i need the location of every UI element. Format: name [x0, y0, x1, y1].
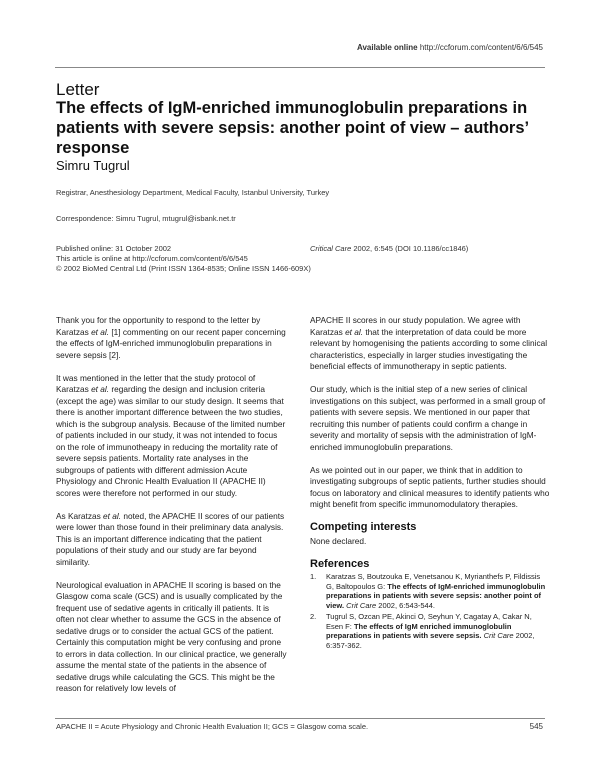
author-name: Simru Tugrul: [56, 158, 130, 173]
left-column: [56, 315, 288, 706]
right-column: [310, 315, 550, 652]
published-date: Published online: 31 October 2002: [56, 244, 172, 253]
correspondence: Correspondence: Simru Tugrul, mtugrul@isbank.net.tr: [56, 214, 236, 223]
references-heading: References: [310, 557, 370, 570]
availability-line: [357, 43, 543, 52]
paragraph: As we pointed out in our paper, we think that in addition to investigating subgroups of septic patients, further studies should focus on laboratory and clinical measures to identify patients who might benefit from specific immunomodulatory therapies.: [310, 464, 550, 509]
copyright: © 2002 BioMed Central Ltd (Print ISSN 1364-8535; Online ISSN 1466-609X): [56, 264, 311, 273]
citation-details: 2002, 6:545 (DOI 10.1186/cc1846): [353, 244, 469, 253]
article-online-url: This article is online at http://ccforum.com/content/6/6/545: [56, 254, 248, 263]
citation: [310, 244, 468, 254]
section-label: Letter: [56, 80, 100, 99]
abbreviations-footnote: APACHE II = Acute Physiology and Chronic Health Evaluation II; GCS = Glasgow coma scale.: [56, 722, 369, 731]
paragraph: Our study, which is the initial step of a new series of clinical investigations on this subject, was performed in a small group of patients with severe sepsis. We mentioned in our paper that recruiting this number of patients could confirm a change in severity and mortality of sepsis with the administration of IgM-enriched immunoglobulin preparations.: [310, 384, 546, 452]
citation-journal: Critical Care: [310, 244, 352, 253]
footer-divider: [55, 718, 545, 719]
affiliation: Registrar, Anesthesiology Department, Medical Faculty, Istanbul University, Turkey: [56, 188, 330, 197]
page-number: 545: [529, 722, 543, 731]
paragraph: Thank you for the opportunity to respond to the letter by Karatzas et al. [1] commenting on our recent paper concerning the effects of IgM-enriched immunoglobulin preparations in severe sepsis [2].: [56, 315, 286, 360]
paragraph: As Karatzas et al. noted, the APACHE II scores of our patients were lower than those found in their preliminary data analysis. This is an important difference indicating that the patient populations of their study and our study are far beyond similarity.: [56, 510, 285, 567]
competing-interests-heading: Competing interests: [310, 521, 417, 533]
paragraph: It was mentioned in the letter that the study protocol of Karatzas et al. regarding the design and inclusion criteria (except the age) was similar to our study design. It seems that there is another important difference between the two studies, which is the subgroup analysis. Because of the limited number of patients included in our study, it was not intended to focus on the role of immunotheapy in reducing the mortality rate of severe sepsis patients. Mortality rate analyses in the subgroups of patients with different admission Acute Physiology and Chronic Health Evaluation II (APACHE II) scores were therefore not performed in our study.: [56, 372, 286, 498]
competing-interests-text: None declared.: [310, 535, 367, 546]
paragraph: Neurological evaluation in APACHE II scoring is based on the Glasgow coma scale (GCS) and is usually complicated by the frequent use of sedative agents in critically ill patients. It is often not clear whether to assume the GCS in the absence of sedative drugs or to consider the actual GCS of the patient. Certainly this computation might be very confusing and prone to errors in data collection. In our clinical practice, we generally assume the mental state of the patients in the absence of sedative drugs while calculating the GCS. This might be the reason for relatively low levels of: [56, 579, 287, 693]
available-label: Available online: [356, 43, 418, 52]
available-url[interactable]: http://ccforum.com/content/6/6/545: [419, 43, 543, 52]
reference-item: 1. Karatzas S, Boutzouka E, Venetsanou K, Myrianthefs P, Fildissis G, Baltopoulos G: The effects of IgM-enriched immunoglobulin preparations in patients with severe sepsis: another point of view. Crit Care 2002, 6:543-544.: [310, 572, 546, 610]
top-divider: [55, 67, 545, 68]
paragraph: APACHE II scores in our study population. We agree with Karatzas et al. that the interpretation of data could be more relevant by homogenising the patients according to some clinical characteristics, especially in larger studies investigating the beneficial effects of immunotherapy in septic patients.: [310, 315, 548, 371]
reference-list: [310, 572, 550, 650]
reference-item: 2. Tugrul S, Ozcan PE, Akinci O, Seyhun Y, Cagatay A, Cakar N, Esen F: The effects of IgM enriched immunoglobulin preparations in patients with severe sepsis. Crit Care 2002, 6:357-362.: [310, 612, 535, 650]
article-title: The effects of IgM-enriched immunoglobulin preparations in patients with severe sepsis: another point of view – authors’ response: [56, 99, 529, 157]
